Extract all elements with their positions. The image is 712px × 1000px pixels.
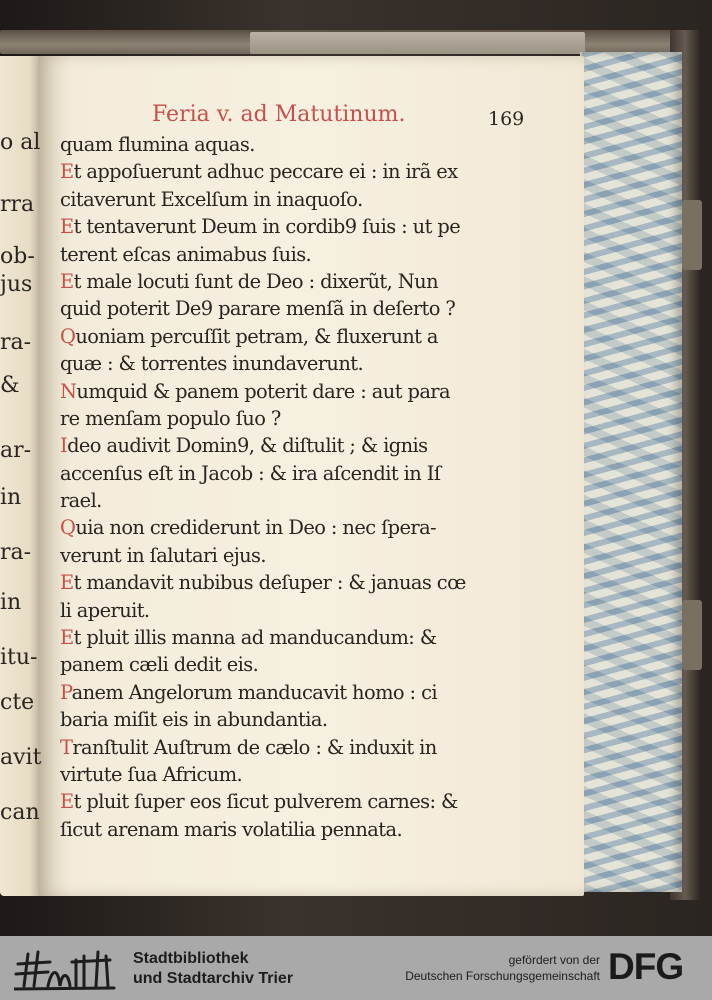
left-page-fragment: rra (0, 192, 35, 217)
stadtbibliothek-logo-icon (14, 946, 124, 992)
dfg-logo: DFG (608, 946, 684, 987)
line-text: rael. (60, 489, 102, 513)
text-line (60, 405, 528, 432)
funding-line-1: gefördert von der (508, 953, 600, 967)
line-text: t male locuti ſunt de Deo : dixerũt, Nun (73, 269, 439, 293)
text-line (60, 487, 528, 514)
text-line (60, 624, 528, 651)
left-page-fragment: ar- (0, 438, 32, 463)
left-page-fragment: in (0, 590, 22, 615)
line-text: virtute ſua Africum. (60, 762, 243, 786)
library-name (133, 949, 293, 989)
line-text: ſicut arenam maris volatilia pennata. (60, 817, 403, 841)
text-line (60, 816, 528, 843)
rubricated-initial: E (60, 215, 74, 239)
rubricated-initial: E (60, 571, 74, 595)
text-line (60, 131, 528, 158)
text-line (60, 761, 528, 788)
line-text: deo audivit Domin9, & diſtulit ; & ignis (67, 434, 428, 458)
left-page-fragment: cte (0, 690, 35, 715)
marbled-fore-edge (580, 52, 682, 892)
page-number: 169 (488, 108, 525, 130)
left-page-fragment: can (0, 800, 40, 825)
funding-line-2: Deutschen Forschungsgemeinschaft (405, 969, 600, 983)
text-line (60, 432, 528, 459)
rubricated-initial: P (60, 680, 72, 704)
text-line (60, 788, 528, 815)
rubricated-initial: Q (60, 324, 76, 348)
rubricated-initial: I (60, 434, 68, 458)
left-page-fragment: ra- (0, 540, 32, 565)
text-line (60, 186, 528, 213)
library-name-line-1: Stadtbibliothek (133, 950, 249, 967)
text-line (60, 268, 528, 295)
text-line (60, 679, 528, 706)
line-text: panem cæli dedit eis. (60, 653, 259, 677)
footer-bar (0, 936, 712, 1000)
left-page-fragment: ob- (0, 244, 35, 269)
book-cover-strap (250, 32, 585, 54)
rubricated-initial: T (60, 735, 73, 759)
line-text: li aperuit. (60, 598, 150, 622)
left-page-fragment: jus (0, 272, 33, 297)
text-line (60, 734, 528, 761)
text-line (60, 295, 528, 322)
line-text: ranſtulit Auſtrum de cælo : & induxit in (72, 735, 437, 759)
text-line (60, 350, 528, 377)
text-line (60, 378, 528, 405)
line-text: quæ : & torrentes inundaverunt. (60, 352, 364, 376)
rubricated-initial: E (60, 269, 74, 293)
library-name-line-2: und Stadtarchiv Trier (133, 970, 294, 987)
text-line (60, 651, 528, 678)
running-head: Feria v. ad Matutinum. (152, 102, 406, 127)
text-line (60, 213, 528, 240)
left-page-fragment: avit (0, 745, 42, 770)
line-text: uia non crediderunt in Deo : nec ſpera- (75, 516, 437, 540)
line-text: t mandavit nubibus deſuper : & januas cœ (73, 571, 466, 595)
line-text: verunt in ſalutari ejus. (60, 543, 267, 567)
text-line (60, 569, 528, 596)
text-line (60, 158, 528, 185)
line-text: quid poterit De9 parare menſã in deſerto ? (60, 297, 456, 321)
rubricated-initial: E (60, 790, 74, 814)
rubricated-initial: Q (60, 516, 76, 540)
left-page-fragment: o al (0, 130, 41, 155)
line-text: uoniam percuſſit petram, & fluxerunt a (75, 324, 438, 348)
funding-note (405, 952, 600, 984)
line-text: t pluit ſuper eos ſicut pulverem carnes: & (73, 790, 458, 814)
left-page-fragment: & (0, 373, 20, 398)
text-line (60, 597, 528, 624)
left-page-edge (0, 56, 42, 896)
text-line (60, 542, 528, 569)
left-page-fragment: ra- (0, 330, 32, 355)
text-line (60, 706, 528, 733)
left-page-fragment: in (0, 485, 22, 510)
text-line (60, 241, 528, 268)
line-text: t appoſuerunt adhuc peccare ei : in irã ex (73, 160, 458, 184)
line-text: re menſam populo ſuo ? (60, 406, 281, 430)
line-text: t pluit illis manna ad manducandum: & (73, 626, 437, 650)
rubricated-initial: E (60, 160, 74, 184)
clasp-upper (682, 200, 702, 270)
text-block (60, 131, 530, 843)
clasp-lower (682, 600, 702, 670)
line-text: anem Angelorum manducavit homo : ci (71, 680, 437, 704)
left-page-fragment: itu- (0, 645, 38, 670)
line-text: baria miſit eis in abundantia. (60, 708, 328, 732)
line-text: terent eſcas animabus ſuis. (60, 242, 312, 266)
line-text: umquid & panem poterit dare : aut para (76, 379, 450, 403)
line-text: accenſus eſt in Jacob : & ira aſcendit in Iſ (60, 461, 441, 485)
line-text: citaverunt Excelſum in inaquoſo. (60, 187, 363, 211)
rubricated-initial: N (60, 379, 77, 403)
line-text: quam flumina aquas. (60, 133, 255, 156)
line-text: t tentaverunt Deum in cordib9 ſuis : ut pe (73, 215, 461, 239)
rubricated-initial: E (60, 626, 74, 650)
text-line (60, 514, 528, 541)
text-line (60, 323, 528, 350)
text-line (60, 460, 528, 487)
